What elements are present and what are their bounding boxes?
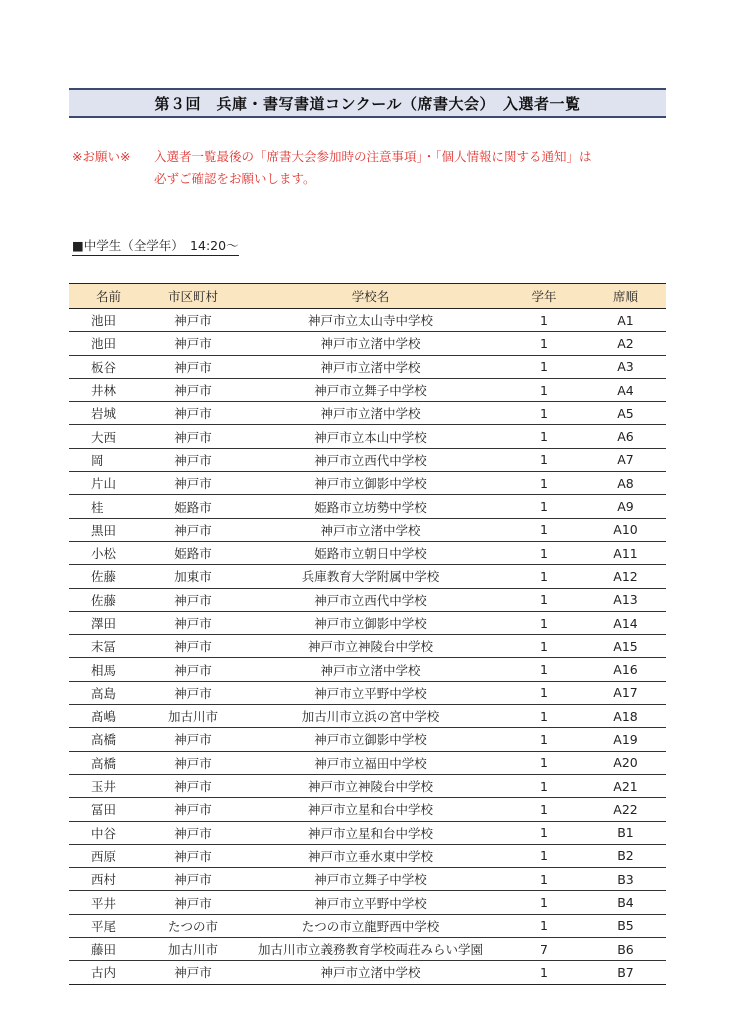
cell-name: 髙嶋 (69, 705, 148, 728)
cell-municipality: 神戸市 (148, 332, 238, 355)
cell-grade: 1 (503, 541, 585, 564)
cell-grade: 1 (503, 425, 585, 448)
cell-seat: A17 (585, 681, 666, 704)
cell-seat: A8 (585, 472, 666, 495)
notice-line-1 (72, 146, 672, 168)
cell-municipality: 神戸市 (148, 425, 238, 448)
roster-table (69, 283, 666, 985)
cell-municipality: 神戸市 (148, 378, 238, 401)
table-row (69, 472, 666, 495)
cell-seat: A9 (585, 495, 666, 518)
cell-municipality: 姫路市 (148, 495, 238, 518)
cell-municipality: 加古川市 (148, 705, 238, 728)
cell-name: 西原 (69, 844, 148, 867)
cell-name: 佐藤 (69, 588, 148, 611)
cell-name: 大西 (69, 425, 148, 448)
cell-grade: 1 (503, 448, 585, 471)
cell-seat: A20 (585, 751, 666, 774)
cell-school: 神戸市立福田中学校 (238, 751, 503, 774)
cell-municipality: 神戸市 (148, 309, 238, 332)
cell-name: 小松 (69, 541, 148, 564)
cell-seat: B6 (585, 938, 666, 961)
cell-municipality: 神戸市 (148, 844, 238, 867)
cell-name: 片山 (69, 472, 148, 495)
cell-school: 神戸市立渚中学校 (238, 402, 503, 425)
cell-name: 平尾 (69, 914, 148, 937)
cell-school: 神戸市立渚中学校 (238, 332, 503, 355)
cell-seat: A4 (585, 378, 666, 401)
cell-seat: B7 (585, 961, 666, 984)
cell-grade: 1 (503, 681, 585, 704)
table-row (69, 658, 666, 681)
cell-school: 神戸市立平野中学校 (238, 681, 503, 704)
cell-grade: 1 (503, 518, 585, 541)
table-row (69, 565, 666, 588)
cell-grade: 1 (503, 705, 585, 728)
cell-school: 神戸市立太山寺中学校 (238, 309, 503, 332)
cell-name: 高橋 (69, 728, 148, 751)
cell-school: 神戸市立平野中学校 (238, 891, 503, 914)
cell-grade: 1 (503, 798, 585, 821)
cell-name: 藤田 (69, 938, 148, 961)
header-grade: 学年 (503, 284, 585, 309)
cell-school: 神戸市立御影中学校 (238, 472, 503, 495)
cell-grade: 1 (503, 565, 585, 588)
cell-school: 姫路市立坊勢中学校 (238, 495, 503, 518)
cell-name: 佐藤 (69, 565, 148, 588)
cell-name: 冨田 (69, 798, 148, 821)
cell-name: 岡 (69, 448, 148, 471)
cell-seat: A1 (585, 309, 666, 332)
cell-seat: A10 (585, 518, 666, 541)
table-row (69, 495, 666, 518)
header-seat: 席順 (585, 284, 666, 309)
cell-seat: B3 (585, 868, 666, 891)
cell-name: 板谷 (69, 355, 148, 378)
table-row (69, 378, 666, 401)
cell-grade: 1 (503, 635, 585, 658)
table-row (69, 588, 666, 611)
cell-seat: A21 (585, 774, 666, 797)
cell-seat: A13 (585, 588, 666, 611)
cell-grade: 1 (503, 588, 585, 611)
cell-seat: B1 (585, 821, 666, 844)
cell-municipality: 神戸市 (148, 611, 238, 634)
cell-grade: 1 (503, 472, 585, 495)
table-row (69, 541, 666, 564)
table-row (69, 611, 666, 634)
cell-seat: A11 (585, 541, 666, 564)
table-row (69, 961, 666, 984)
cell-grade: 1 (503, 728, 585, 751)
table-header-row (69, 284, 666, 309)
cell-school: 神戸市立西代中学校 (238, 448, 503, 471)
header-school: 学校名 (238, 284, 503, 309)
table-row (69, 868, 666, 891)
table-row (69, 914, 666, 937)
notice-text-2: 必ずご確認をお願いします。 (154, 171, 316, 186)
cell-school: 神戸市立渚中学校 (238, 518, 503, 541)
cell-grade: 1 (503, 821, 585, 844)
cell-municipality: たつの市 (148, 914, 238, 937)
table-row (69, 332, 666, 355)
cell-grade: 7 (503, 938, 585, 961)
cell-municipality: 神戸市 (148, 868, 238, 891)
table-row (69, 705, 666, 728)
notice-text-1: 入選者一覧最後の「席書大会参加時の注意事項」・「個人情報に関する通知」は (154, 149, 592, 164)
cell-school: 兵庫教育大学附属中学校 (238, 565, 503, 588)
cell-school: 加古川市立浜の宮中学校 (238, 705, 503, 728)
cell-municipality: 姫路市 (148, 541, 238, 564)
cell-school: 神戸市立渚中学校 (238, 961, 503, 984)
table-row (69, 309, 666, 332)
table-row (69, 355, 666, 378)
cell-municipality: 神戸市 (148, 681, 238, 704)
cell-school: 加古川市立義務教育学校両荘みらい学園 (238, 938, 503, 961)
cell-municipality: 神戸市 (148, 402, 238, 425)
cell-municipality: 神戸市 (148, 472, 238, 495)
document-title: 第３回 兵庫・書写書道コンクール（席書大会） 入選者一覧 (69, 88, 666, 118)
cell-seat: A16 (585, 658, 666, 681)
notice-heading: ※お願い※ (72, 149, 131, 164)
cell-school: 神戸市立垂水東中学校 (238, 844, 503, 867)
cell-municipality: 神戸市 (148, 798, 238, 821)
table-row (69, 681, 666, 704)
cell-name: 岩城 (69, 402, 148, 425)
cell-municipality: 神戸市 (148, 658, 238, 681)
cell-municipality: 加古川市 (148, 938, 238, 961)
cell-municipality: 加東市 (148, 565, 238, 588)
cell-seat: B5 (585, 914, 666, 937)
cell-school: 神戸市立舞子中学校 (238, 868, 503, 891)
cell-school: 神戸市立御影中学校 (238, 611, 503, 634)
table-row (69, 821, 666, 844)
table-row (69, 518, 666, 541)
header-name: 名前 (69, 284, 148, 309)
cell-name: 古内 (69, 961, 148, 984)
cell-seat: B4 (585, 891, 666, 914)
cell-name: 末冨 (69, 635, 148, 658)
cell-school: 神戸市立渚中学校 (238, 658, 503, 681)
cell-grade: 1 (503, 332, 585, 355)
cell-grade: 1 (503, 355, 585, 378)
cell-school: 神戸市立星和台中学校 (238, 798, 503, 821)
cell-municipality: 神戸市 (148, 891, 238, 914)
cell-name: 井林 (69, 378, 148, 401)
table-row (69, 728, 666, 751)
cell-school: 神戸市立神陵台中学校 (238, 635, 503, 658)
cell-school: 神戸市立西代中学校 (238, 588, 503, 611)
cell-grade: 1 (503, 891, 585, 914)
cell-name: 高島 (69, 681, 148, 704)
cell-grade: 1 (503, 868, 585, 891)
cell-seat: A12 (585, 565, 666, 588)
cell-grade: 1 (503, 611, 585, 634)
table-body (69, 309, 666, 985)
section-label: ■中学生（全学年） 14:20～ (72, 236, 239, 256)
cell-school: 神戸市立御影中学校 (238, 728, 503, 751)
cell-school: 神戸市立舞子中学校 (238, 378, 503, 401)
cell-grade: 1 (503, 309, 585, 332)
table-row (69, 635, 666, 658)
cell-grade: 1 (503, 658, 585, 681)
cell-grade: 1 (503, 774, 585, 797)
cell-municipality: 神戸市 (148, 728, 238, 751)
cell-name: 高橋 (69, 751, 148, 774)
cell-school: 神戸市立本山中学校 (238, 425, 503, 448)
table-row (69, 844, 666, 867)
cell-school: 神戸市立星和台中学校 (238, 821, 503, 844)
table-row (69, 751, 666, 774)
cell-seat: A22 (585, 798, 666, 821)
table-row (69, 774, 666, 797)
cell-municipality: 神戸市 (148, 588, 238, 611)
cell-seat: A15 (585, 635, 666, 658)
table-row (69, 448, 666, 471)
cell-grade: 1 (503, 844, 585, 867)
cell-name: 中谷 (69, 821, 148, 844)
cell-name: 相馬 (69, 658, 148, 681)
cell-municipality: 神戸市 (148, 635, 238, 658)
cell-school: 神戸市立神陵台中学校 (238, 774, 503, 797)
cell-grade: 1 (503, 914, 585, 937)
cell-seat: A3 (585, 355, 666, 378)
table-row (69, 425, 666, 448)
cell-grade: 1 (503, 378, 585, 401)
cell-seat: B2 (585, 844, 666, 867)
notice (72, 146, 672, 190)
table-row (69, 891, 666, 914)
cell-name: 澤田 (69, 611, 148, 634)
cell-seat: A19 (585, 728, 666, 751)
cell-grade: 1 (503, 402, 585, 425)
cell-school: 神戸市立渚中学校 (238, 355, 503, 378)
cell-seat: A7 (585, 448, 666, 471)
cell-municipality: 神戸市 (148, 518, 238, 541)
cell-grade: 1 (503, 961, 585, 984)
cell-name: 平井 (69, 891, 148, 914)
header-municipality: 市区町村 (148, 284, 238, 309)
cell-name: 池田 (69, 332, 148, 355)
table-row (69, 798, 666, 821)
table-row (69, 402, 666, 425)
cell-municipality: 神戸市 (148, 355, 238, 378)
cell-municipality: 神戸市 (148, 751, 238, 774)
cell-municipality: 神戸市 (148, 821, 238, 844)
cell-grade: 1 (503, 495, 585, 518)
cell-school: たつの市立龍野西中学校 (238, 914, 503, 937)
cell-municipality: 神戸市 (148, 961, 238, 984)
cell-seat: A2 (585, 332, 666, 355)
cell-name: 西村 (69, 868, 148, 891)
cell-seat: A6 (585, 425, 666, 448)
cell-name: 池田 (69, 309, 148, 332)
cell-name: 桂 (69, 495, 148, 518)
cell-seat: A5 (585, 402, 666, 425)
table-row (69, 938, 666, 961)
cell-grade: 1 (503, 751, 585, 774)
cell-name: 黒田 (69, 518, 148, 541)
cell-municipality: 神戸市 (148, 774, 238, 797)
cell-seat: A18 (585, 705, 666, 728)
cell-name: 玉井 (69, 774, 148, 797)
cell-school: 姫路市立朝日中学校 (238, 541, 503, 564)
cell-seat: A14 (585, 611, 666, 634)
cell-municipality: 神戸市 (148, 448, 238, 471)
